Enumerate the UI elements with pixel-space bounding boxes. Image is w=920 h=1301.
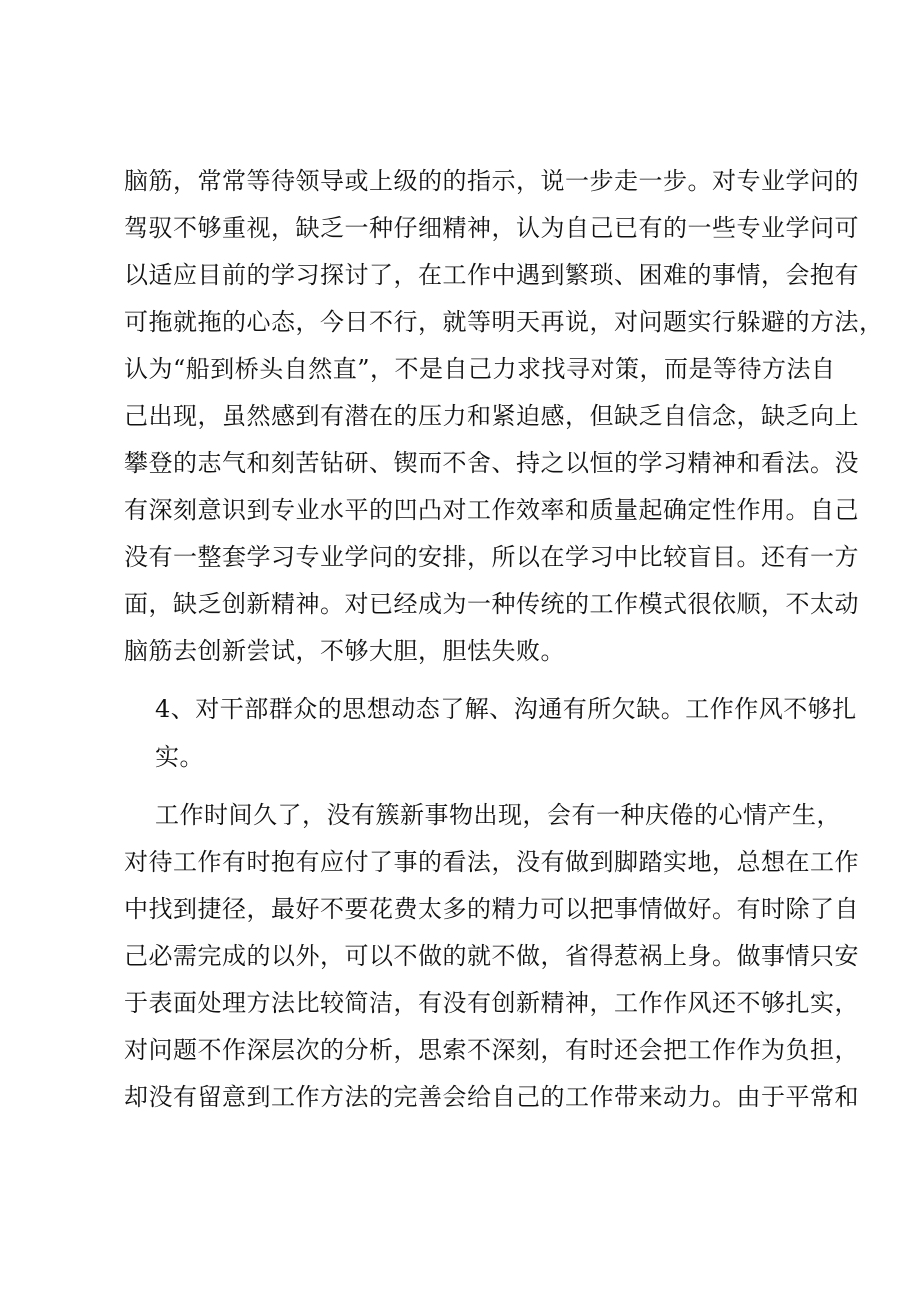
paragraph-2-line-6: 对问题不作深层次的分析，思索不深刻，有时还会把工作作为负担， [124,1036,859,1064]
paragraph-2-line-2: 对待工作有时抱有应付了事的看法，没有做到脚踏实地，总想在工作 [124,848,859,876]
paragraph-1-line-3: 以适应目前的学习探讨了，在工作中遇到繁琐、困难的事情，会抱有 [124,261,859,289]
paragraph-2-line-7: 却没有留意到工作方法的完善会给自己的工作带来动力。由于平常和 [124,1083,859,1111]
paragraph-1-line-11: 脑筋去创新尝试，不够大胆，胆怯失败。 [124,637,565,665]
paragraph-2-line-5: 于表面处理方法比较简洁，有没有创新精神，工作作风还不够扎实， [124,989,859,1017]
paragraph-1-line-4: 可拖就拖的心态，今日不行，就等明天再说，对问题实行躲避的方法， [124,308,884,336]
paragraph-2-line-1: 工作时间久了，没有簇新事物出现，会有一种庆倦的心情产生， [155,801,841,829]
paragraph-2-line-4: 己必需完成的以外，可以不做的就不做，省得惹祸上身。做事情只安 [124,942,859,970]
paragraph-1-line-5: 认为“船到桥头自然直”，不是自己力求找寻对策，而是等待方法自 [124,355,836,383]
paragraph-1-line-10: 面，缺乏创新精神。对已经成为一种传统的工作模式很依顺，不太动 [124,590,859,618]
paragraph-1-line-1: 脑筋，常常等待领导或上级的的指示，说一步走一步。对专业学问的 [124,167,859,195]
section-heading-4-line-2: 实。 [155,743,204,771]
paragraph-2-line-3: 中找到捷径，最好不要花费太多的精力可以把事情做好。有时除了自 [124,895,859,923]
paragraph-1-line-8: 有深刻意识到专业水平的凹凸对工作效率和质量起确定性作用。自己 [124,496,859,524]
paragraph-1-line-6: 己出现，虽然感到有潜在的压力和紧迫感，但缺乏自信念，缺乏向上 [124,402,859,430]
paragraph-1-line-2: 驾驭不够重视，缺乏一种仔细精神，认为自己已有的一些专业学问可 [124,214,859,242]
paragraph-1-line-9: 没有一整套学习专业学问的安排，所以在学习中比较盲目。还有一方 [124,543,859,571]
section-heading-4-line-1: 4、对干部群众的思想动态了解、沟通有所欠缺。工作作风不够扎 [155,695,857,723]
paragraph-1-line-7: 攀登的志气和刻苦钻研、锲而不舍、持之以恒的学习精神和看法。没 [124,449,859,477]
